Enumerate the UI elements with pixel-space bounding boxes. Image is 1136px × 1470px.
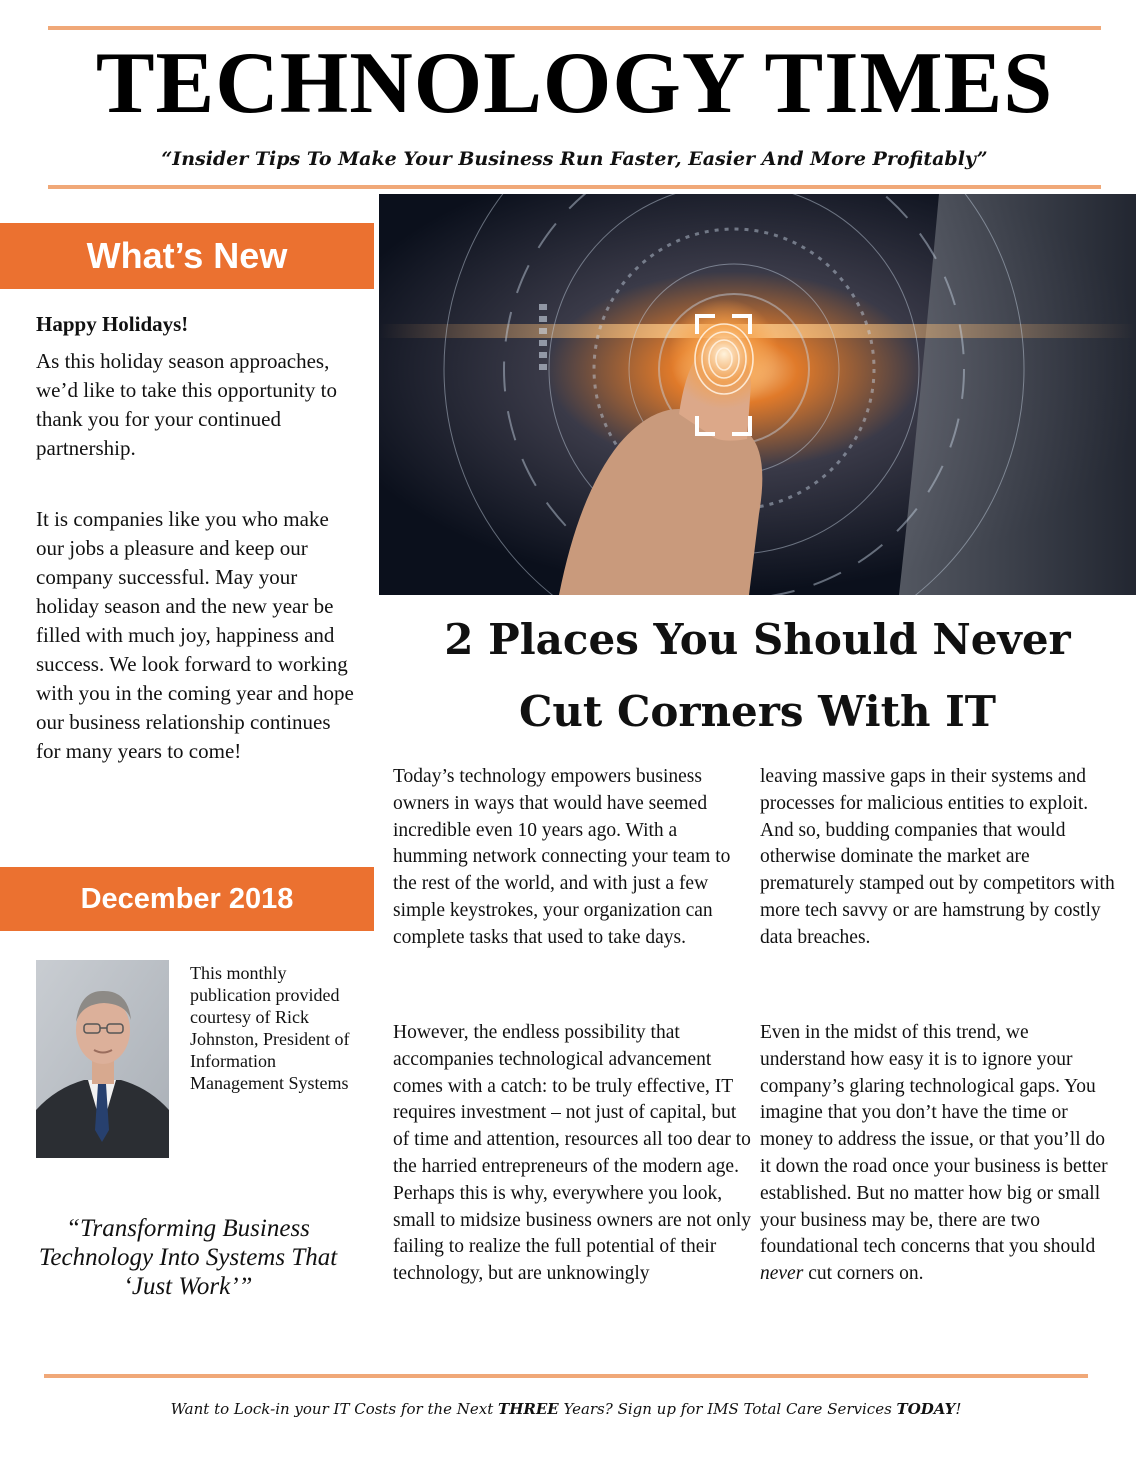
article-col1-paragraph-2: However, the endless possibility that accompanies technological advancement comes with a catch: to be truly effective, IT requires investment – not just of capital, but of time and attention, resources all too dear to the harried entrepreneurs of the modern age. Perhaps this is why, everywhere you look, small to midsize business owners are not only failing to realize the full potential of their technology, but are unknowingly	[393, 1022, 751, 1285]
masthead-title: TECHNOLOGY TIMES	[95, 35, 1054, 132]
footer-emphasis-three: THREE	[498, 1400, 559, 1418]
article-col2-paragraph-1: leaving massive gaps in their systems and processes for malicious entities to exploit. And so, budding companies that would otherwise dominate the market are prematurely stamped out by competitors with more tech savvy or are hamstrung by costly data breaches.	[760, 766, 1115, 948]
footer-rule	[44, 1374, 1088, 1378]
company-quote: “Transforming Business Technology Into Systems That ‘Just Work’”	[38, 1215, 338, 1300]
hero-fingerprint-image	[379, 194, 1136, 595]
article-col2-p2-ending: cut corners on.	[803, 1263, 924, 1285]
footer-text-2: Years? Sign up for IMS Total Care Services	[558, 1400, 897, 1418]
article-emphasis-never: never	[760, 1263, 804, 1285]
article-col2-paragraph-2	[760, 1020, 1118, 1288]
whats-new-heading: Happy Holidays!	[36, 312, 189, 336]
article-title-line-2: Cut Corners With IT	[518, 687, 997, 736]
top-rule	[48, 26, 1101, 30]
masthead-tagline: “Insider Tips To Make Your Business Run Faster, Easier And More Profitably”	[161, 148, 988, 170]
whats-new-header: What’s New	[0, 223, 374, 289]
article-col1-paragraph-1: Today’s technology empowers business owners in ways that would have seemed incredible even 10 years ago. With a humming network connecting your team to the rest of the world, and with just a few simple keystrokes, your organization can complete tasks that used to take days.	[393, 766, 731, 948]
footer-text-1: Want to Lock-in your IT Costs for the Next	[170, 1400, 499, 1418]
author-caption: This monthly publication provided courtesy of Rick Johnston, President of Information Management Systems	[190, 963, 350, 1093]
footer-promo	[44, 1398, 1088, 1420]
footer-text-3: !	[955, 1400, 962, 1418]
whats-new-paragraph-2: It is companies like you who make our jobs a pleasure and keep our company successful. May your holiday season and the new year be filled with much joy, happiness and success. We look forward to working with you in the coming year and hope our business relationship continues for many years to come!	[36, 507, 354, 763]
issue-date-header: December 2018	[0, 867, 374, 931]
article-title-line-1: 2 Places You Should Never	[444, 615, 1071, 664]
article-col2-p2-text: Even in the midst of this trend, we understand how easy it is to ignore your company’s glaring technological gaps. You imagine that you don’t have the time or money to address the issue, or that you’ll do it down the road once your business is better established. But no matter how big or small your business may be, there are two foundational tech concerns that you should	[760, 1022, 1108, 1258]
article-title	[379, 604, 1136, 748]
footer-emphasis-today: TODAY	[896, 1400, 956, 1418]
masthead-rule	[48, 185, 1101, 189]
whats-new-paragraph-1: As this holiday season approaches, we’d like to take this opportunity to thank you for your continued partnership.	[36, 349, 337, 460]
author-photo	[36, 960, 169, 1158]
